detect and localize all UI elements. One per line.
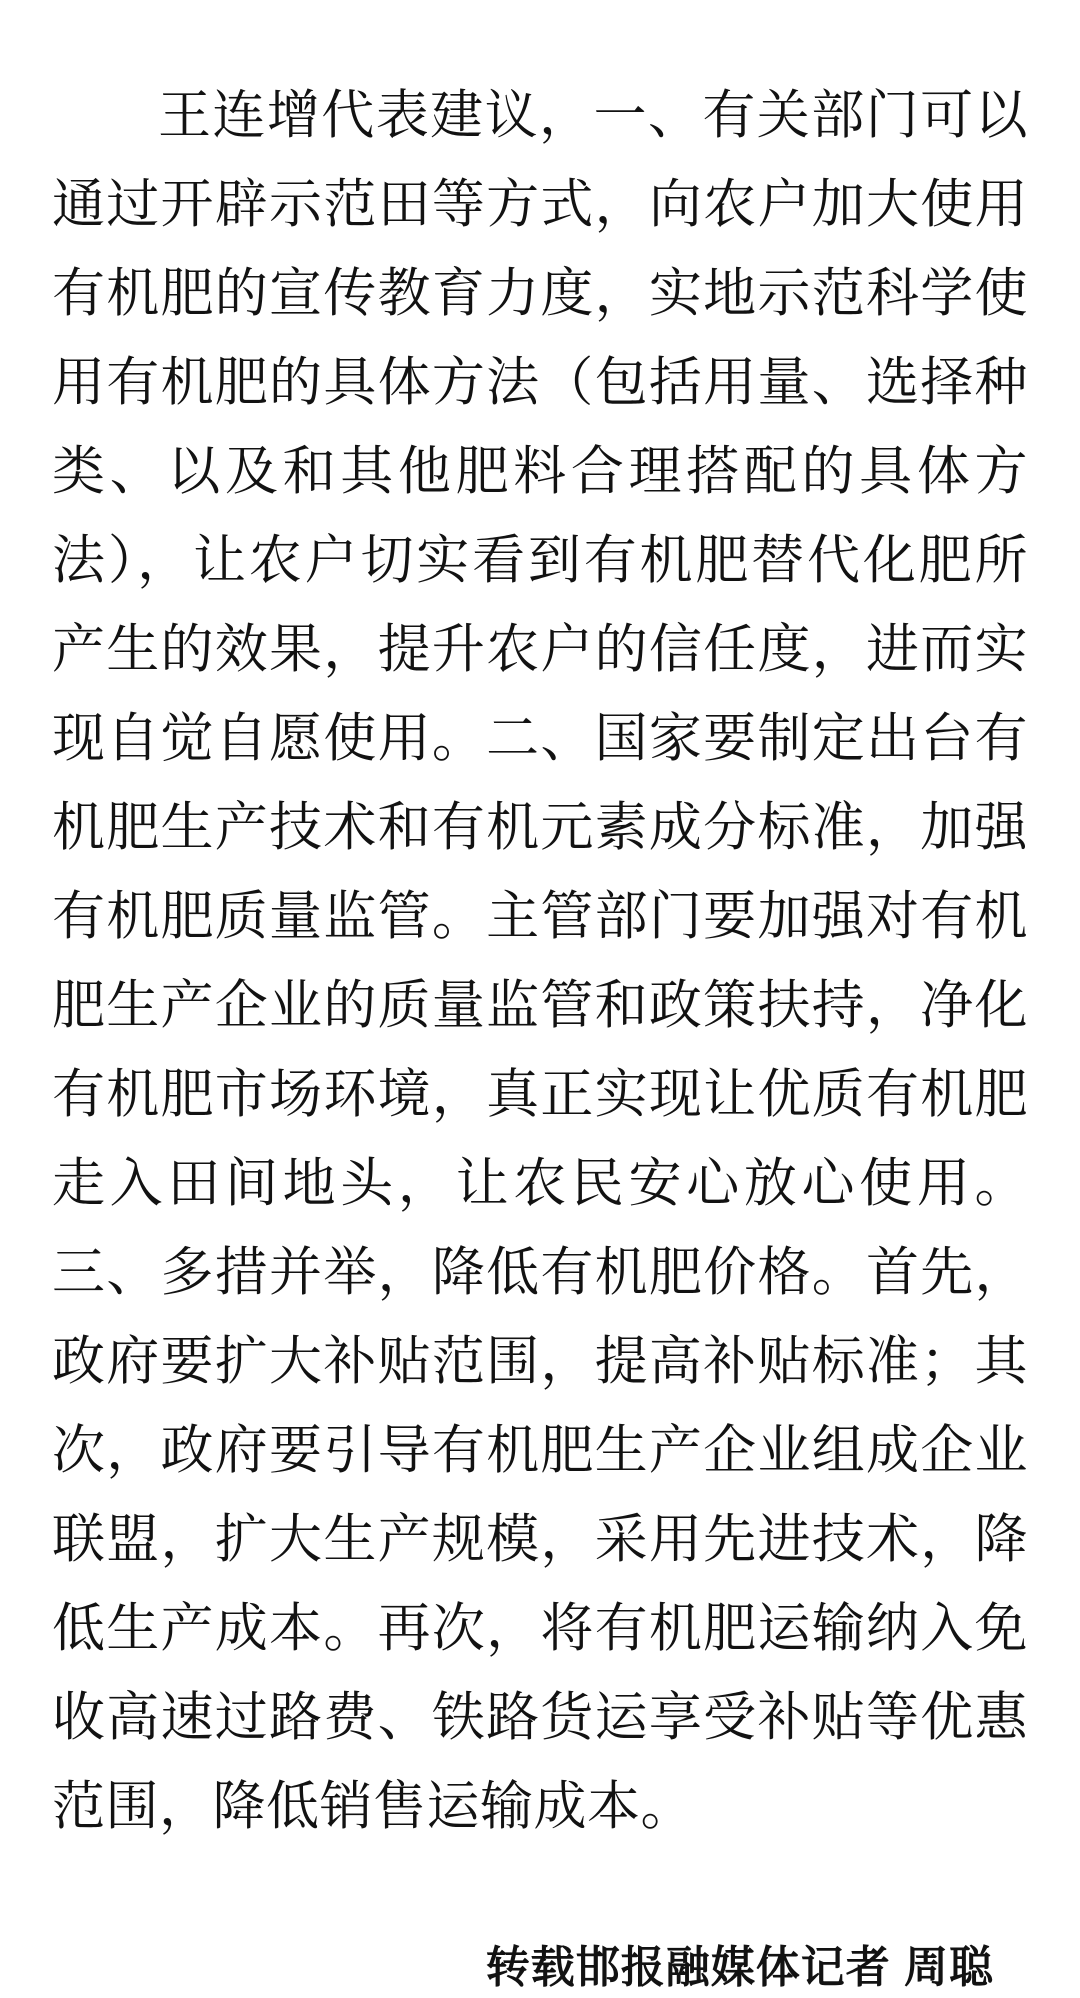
byline-credit: 转载邯报融媒体记者 周聪 bbox=[485, 1943, 994, 1992]
byline-container bbox=[52, 1938, 1028, 1998]
article-paragraph: 王连增代表建议，一、有关部门可以通过开辟示范田等方式，向农户加大使用有机肥的宣传教育力度，实地示范科学使用有机肥的具体方法（包括用量、选择种类、以及和其他肥料合理搭配的具体方法），让农户切实看到有机肥替代化肥所产生的效果，提升农户的信任度，进而实现自觉自愿使用。二、国家要制定出台有机肥生产技术和有机元素成分标准，加强有机肥质量监管。主管部门要加强对有机肥生产企业的质量监管和政策扶持，净化有机肥市场环境，真正实现让优质有机肥走入田间地头，让农民安心放心使用。三、多措并举，降低有机肥价格。首先，政府要扩大补贴范围，提高补贴标准；其次，政府要引导有机肥生产企业组成企业联盟，扩大生产规模，采用先进技术，降低生产成本。再次，将有机肥运输纳入免收高速过路费、铁路货运享受补贴等优惠范围，降低销售运输成本。 bbox=[52, 86, 1028, 1836]
